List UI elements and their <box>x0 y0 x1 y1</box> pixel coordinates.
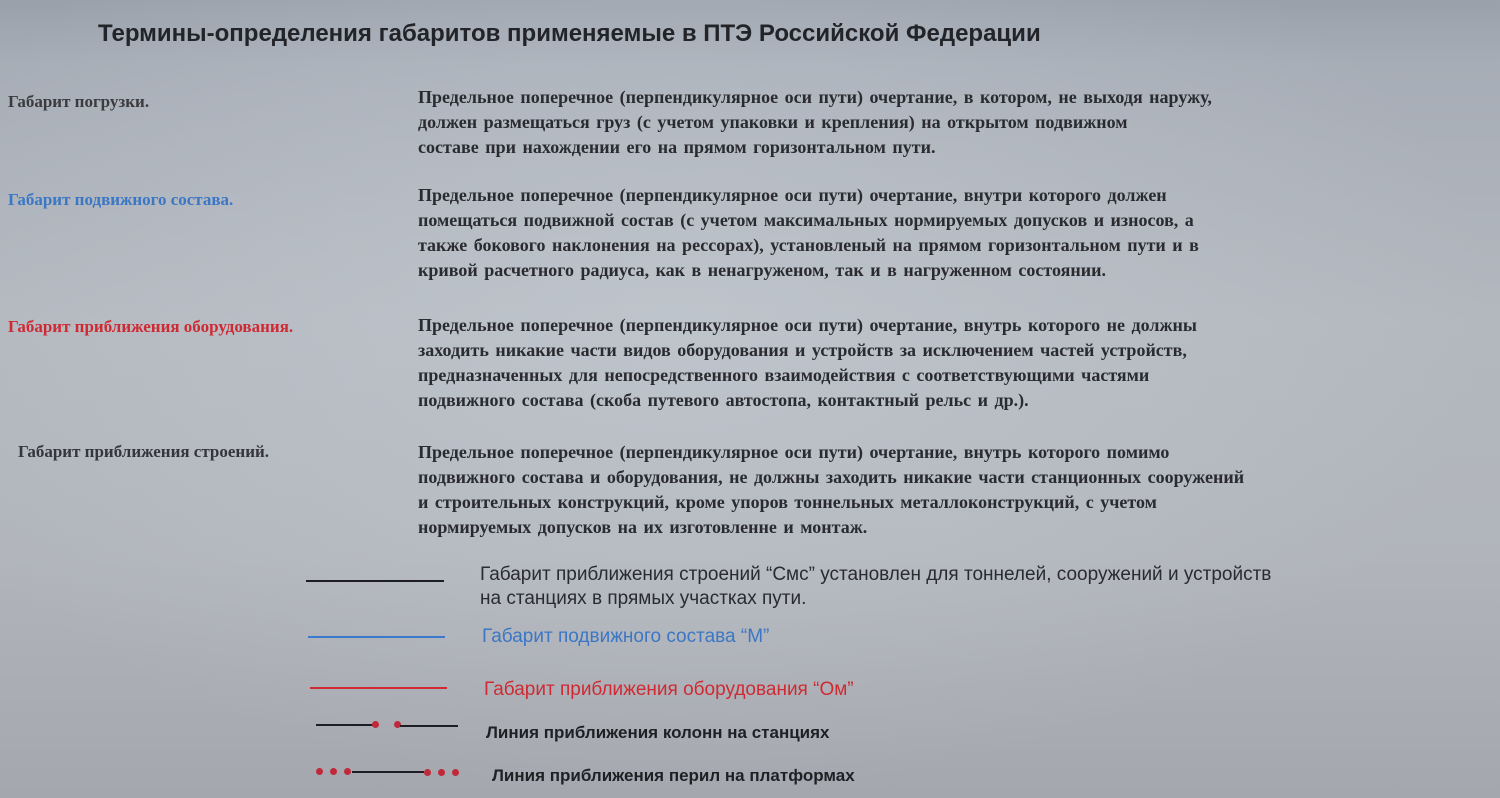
legend-text-line: Габарит приближения строений “Смс” установлен для тоннелей, сооружений и устройств <box>480 564 1272 585</box>
definition-line: заходить никакие части видов оборудования и устройств за исключением частей устройств, <box>418 340 1187 360</box>
legend-text-equipment <box>484 678 854 702</box>
definition-rolling-stock-gauge <box>418 183 1498 283</box>
definition-line: должен размещаться груз (с учетом упаковки и крепления) на открытом подвижном <box>418 112 1128 132</box>
legend-dot <box>372 721 379 728</box>
legend-text-rolling-stock <box>482 625 769 649</box>
definition-line: Предельное поперечное (перпендикулярное оси пути) очертание, внутрь которого помимо <box>418 442 1170 462</box>
term-rolling-stock-gauge: Габарит подвижного состава. <box>8 190 234 209</box>
legend-text-columns <box>486 721 830 745</box>
definition-line: и строительных конструкций, кроме упоров тоннельных металлоконструкций, с учетом <box>418 492 1157 512</box>
legend-dot <box>438 769 445 776</box>
legend-text-line: Габарит подвижного состава “М” <box>482 626 770 647</box>
legend-text-line: Линия приближения перил на платформах <box>492 766 855 785</box>
term-equipment-clearance: Габарит приближения оборудования. <box>8 317 294 336</box>
definition-line: помещаться подвижной состав (с учетом максимальных нормируемых допусков и износов, а <box>418 210 1194 230</box>
legend-line-rolling-stock <box>308 636 445 638</box>
definition-line: кривой расчетного радиуса, как в ненагруженом, так и в нагруженном состоянии. <box>418 260 1106 280</box>
definition-line: также бокового наклонения на рессорах), установленый на прямом горизонтальном пути и в <box>418 235 1199 255</box>
legend-text-railings <box>492 764 855 788</box>
term-loading-gauge: Габарит погрузки. <box>8 92 150 111</box>
legend-dot <box>424 769 431 776</box>
definition-loading-gauge <box>418 85 1498 160</box>
legend-dot <box>330 768 337 775</box>
legend-dot <box>344 768 351 775</box>
definition-line: Предельное поперечное (перпендикулярное оси пути) очертание, в котором, не выходя наружу, <box>418 87 1212 107</box>
definition-line: подвижного состава и оборудования, не должны заходить никакие части станционных сооружений <box>418 467 1245 487</box>
legend-text-line: Габарит приближения оборудования “Ом” <box>484 679 854 700</box>
legend-line-structures <box>306 580 444 582</box>
legend-line-segment <box>316 724 374 726</box>
legend-text-line: на станциях в прямых участках пути. <box>480 588 807 609</box>
term-structure-clearance: Габарит приближения строений. <box>18 442 270 461</box>
legend-dot <box>316 768 323 775</box>
definition-line: предназначенных для непосредственного взаимодействия с соответствующими частями <box>418 365 1150 385</box>
definition-line: нормируемых допусков на их изготовленне и монтаж. <box>418 517 868 537</box>
definition-line: подвижного состава (скоба путевого автостопа, контактный рельс и др.). <box>418 390 1029 410</box>
definition-equipment-clearance <box>418 313 1498 413</box>
definition-structure-clearance <box>418 440 1498 540</box>
definition-line: Предельное поперечное (перпендикулярное оси пути) очертание, внутрь которого не должны <box>418 315 1197 335</box>
page-title: Термины-определения габаритов применяемые в ПТЭ Российской Федерации <box>98 20 1041 47</box>
legend-line-equipment <box>310 687 447 689</box>
definition-line: составе при нахождении его на прямом горизонтальном пути. <box>418 137 936 157</box>
legend-line-segment <box>400 725 458 727</box>
legend-text-structures <box>480 563 1271 611</box>
legend-line-segment <box>352 771 424 773</box>
legend-text-line: Линия приближения колонн на станциях <box>486 723 830 742</box>
definition-line: Предельное поперечное (перпендикулярное оси пути) очертание, внутри которого должен <box>418 185 1167 205</box>
legend-dot <box>452 769 459 776</box>
